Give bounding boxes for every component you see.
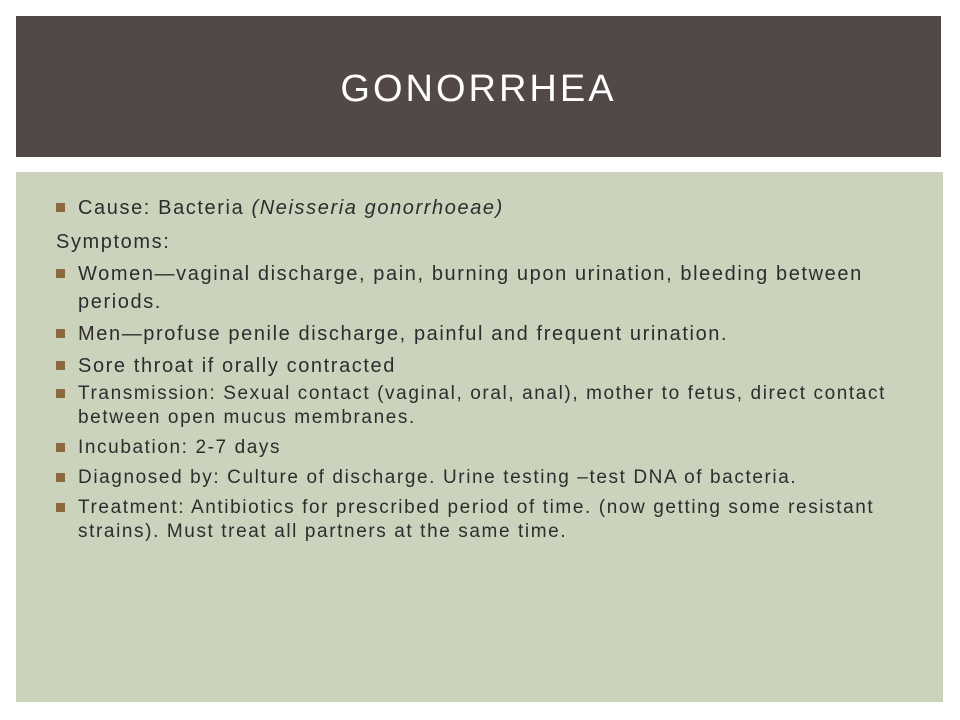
list-item-sore-throat [56, 352, 886, 380]
list-item-diagnosed [56, 466, 886, 490]
diagnosed-text: Diagnosed by: Culture of discharge. Urine testing –test DNA of bacteria. [78, 467, 798, 488]
list-item-men [56, 320, 886, 348]
title-band [16, 16, 941, 157]
symptoms-heading: Symptoms: [56, 231, 171, 253]
list-item-treatment [56, 496, 886, 544]
list-item-incubation [56, 436, 886, 460]
treatment-text: Treatment: Antibiotics for prescribed period of time. (now getting some resistant strains). Must treat all partners at the same time. [78, 497, 875, 542]
cause-organism-text: (Neisseria gonorrhoeae) [251, 197, 504, 219]
bullet-square-icon [56, 503, 65, 512]
transmission-text: Transmission: Sexual contact (vaginal, oral, anal), mother to fetus, direct contact between open mucus membranes. [78, 383, 886, 428]
cause-text: Cause: Bacteria [78, 197, 252, 219]
list-item-women [56, 260, 886, 316]
incubation-text: Incubation: 2-7 days [78, 437, 282, 458]
content-panel [16, 172, 943, 702]
list-item-transmission [56, 382, 886, 430]
bullet-square-icon [56, 361, 65, 370]
bullet-square-icon [56, 443, 65, 452]
slide-title: GONORRHEA [340, 68, 617, 110]
bullet-square-icon [56, 389, 65, 398]
men-symptoms-text: Men—profuse penile discharge, painful and frequent urination. [78, 323, 729, 345]
women-symptoms-text: Women—vaginal discharge, pain, burning upon urination, bleeding between periods. [78, 263, 863, 313]
bullet-square-icon [56, 203, 65, 212]
bullet-square-icon [56, 473, 65, 482]
list-item-cause [56, 194, 886, 222]
bullet-square-icon [56, 329, 65, 338]
bullet-list [56, 194, 886, 544]
bullet-square-icon [56, 269, 65, 278]
sore-throat-text: Sore throat if orally contracted [78, 355, 396, 377]
